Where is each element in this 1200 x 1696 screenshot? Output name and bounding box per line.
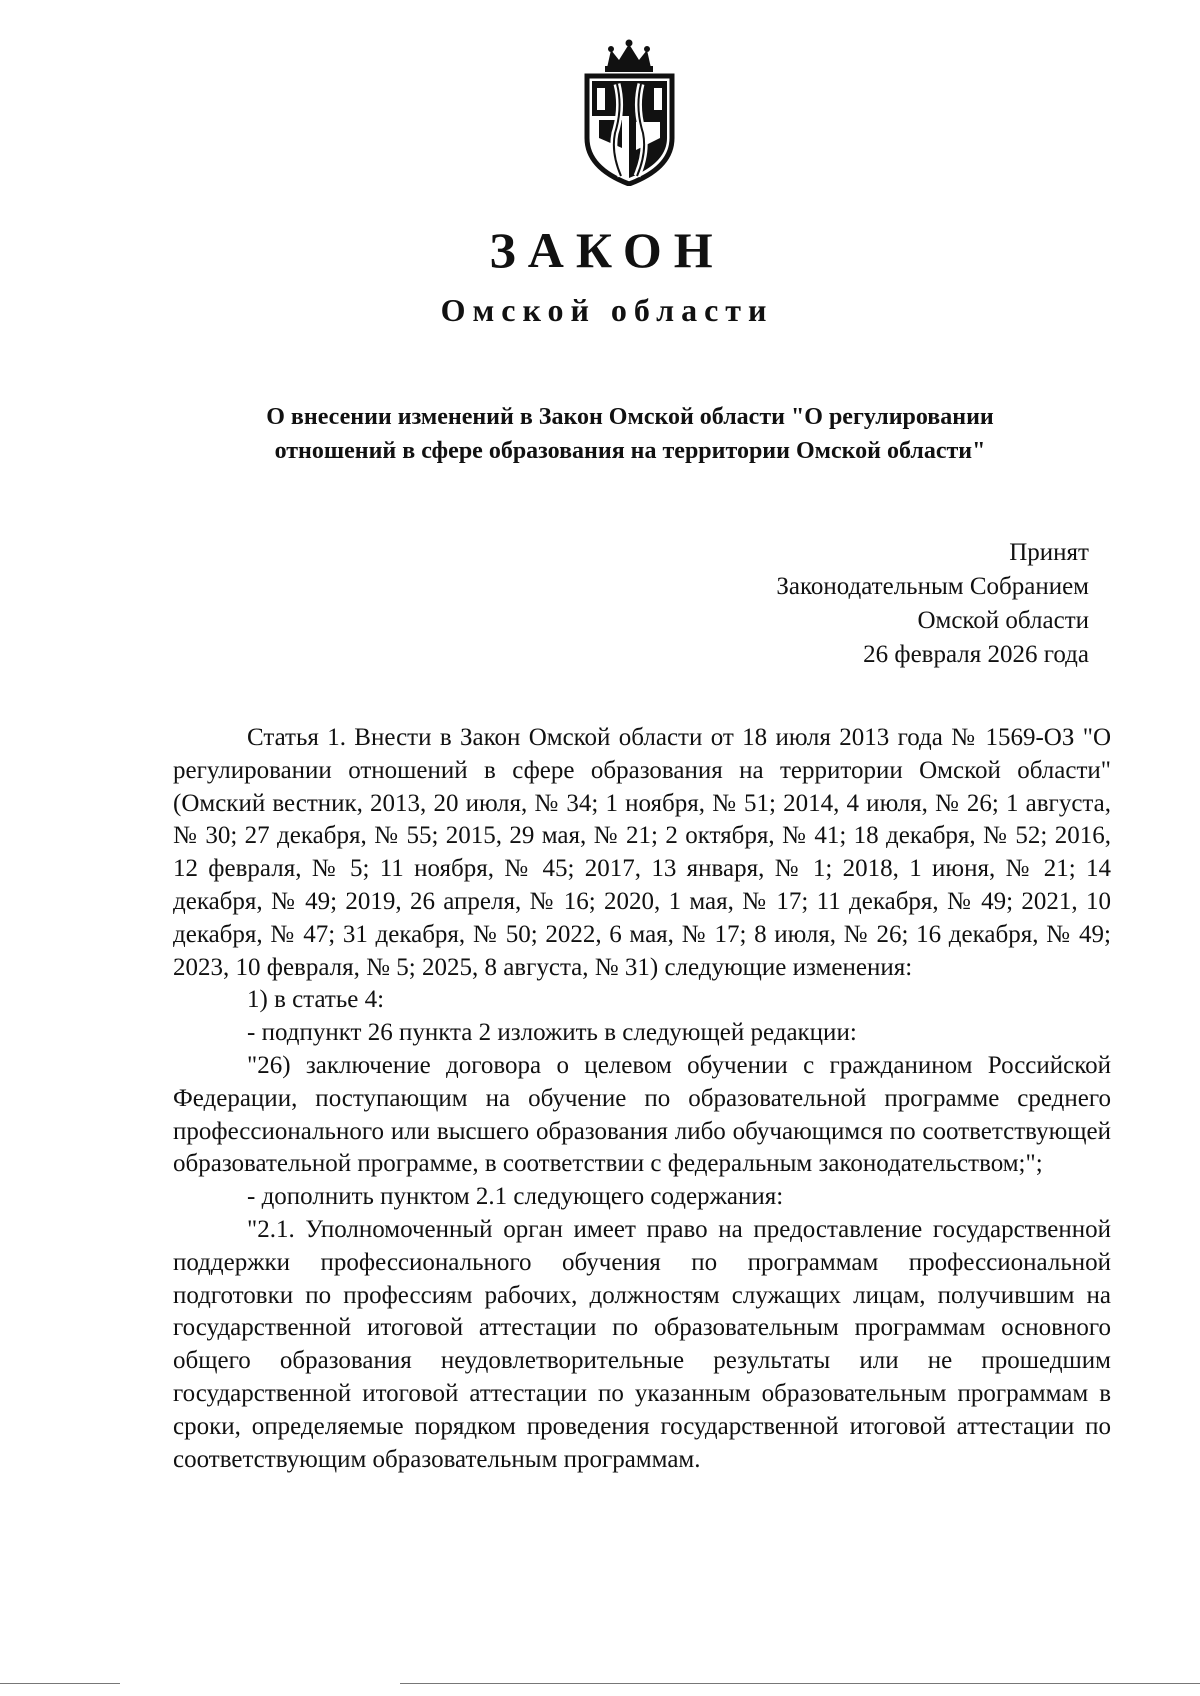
adoption-block bbox=[776, 536, 1089, 672]
footer-rule bbox=[0, 1683, 120, 1684]
adoption-line: Законодательным Собранием bbox=[776, 573, 1089, 600]
quoted-paragraph: "26) заключение договора о целевом обучении с гражданином Российской Федерации, поступающим на обучение по образовательной программе среднего профессионального или высшего образования либо обучающимся по соответствующей образовательной программе, в соответствии с федеральным законодательством;"; bbox=[173, 1051, 1111, 1178]
subject-line: О внесении изменений в Закон Омской области "О регулировании bbox=[266, 404, 994, 430]
quoted-paragraph: "2.1. Уполномоченный орган имеет право на предоставление государственной поддержки профессионального обучения по программам профессиональной подготовки по профессиям рабочих, должностям служащих лицам, получившим на государственной итоговой аттестации по образовательным программам основного общего образования неудовлетворительные результаты или не прошедшим государственной итоговой аттестации по указанным образовательным программам в сроки, определяемые порядком проведения государственной итоговой аттестации по соответствующим образовательным программам. bbox=[173, 1215, 1111, 1473]
footer-rule bbox=[400, 1683, 1200, 1684]
law-title: ЗАКОН bbox=[489, 222, 725, 278]
adoption-line: Принят bbox=[1009, 539, 1089, 566]
coat-of-arms-icon bbox=[577, 38, 682, 186]
law-body bbox=[173, 722, 1111, 1476]
list-item: - дополнить пунктом 2.1 следующего содержания: bbox=[247, 1183, 784, 1211]
list-item: 1) в статье 4: bbox=[247, 986, 385, 1014]
article-1-paragraph: Статья 1. Внести в Закон Омской области от 18 июля 2013 года № 1569-ОЗ "О регулировании отношений в сфере образования на территории Омской области" (Омский вестник, 2013, 20 июля, № 34; 1 ноября, № 51; 2014, 4 июля, № 26; 1 августа, № 30; 27 декабря, № 55; 2015, 29 мая, № 21; 2 октября, № 41; 18 декабря, № 52; 2016, 12 февраля, № 5; 11 ноября, № 45; 2017, 13 января, № 1; 2018, 1 июня, № 21; 14 декабря, № 49; 2019, 26 апреля, № 16; 2020, 1 мая, № 17; 11 декабря, № 49; 2021, 10 декабря, № 47; 31 декабря, № 50; 2022, 6 мая, № 17; 8 июля, № 26; 16 декабря, № 49; 2023, 10 февраля, № 5; 2025, 8 августа, № 31) следующие изменения: bbox=[173, 724, 1111, 981]
region-name: Омской области bbox=[440, 292, 774, 328]
adoption-date: 26 февраля 2026 года bbox=[863, 641, 1089, 668]
subject-line: отношений в сфере образования на территории Омской области" bbox=[274, 438, 986, 464]
adoption-line: Омской области bbox=[917, 607, 1089, 634]
law-subject bbox=[180, 400, 1080, 468]
list-item: - подпункт 26 пункта 2 изложить в следующей редакции: bbox=[247, 1019, 857, 1047]
